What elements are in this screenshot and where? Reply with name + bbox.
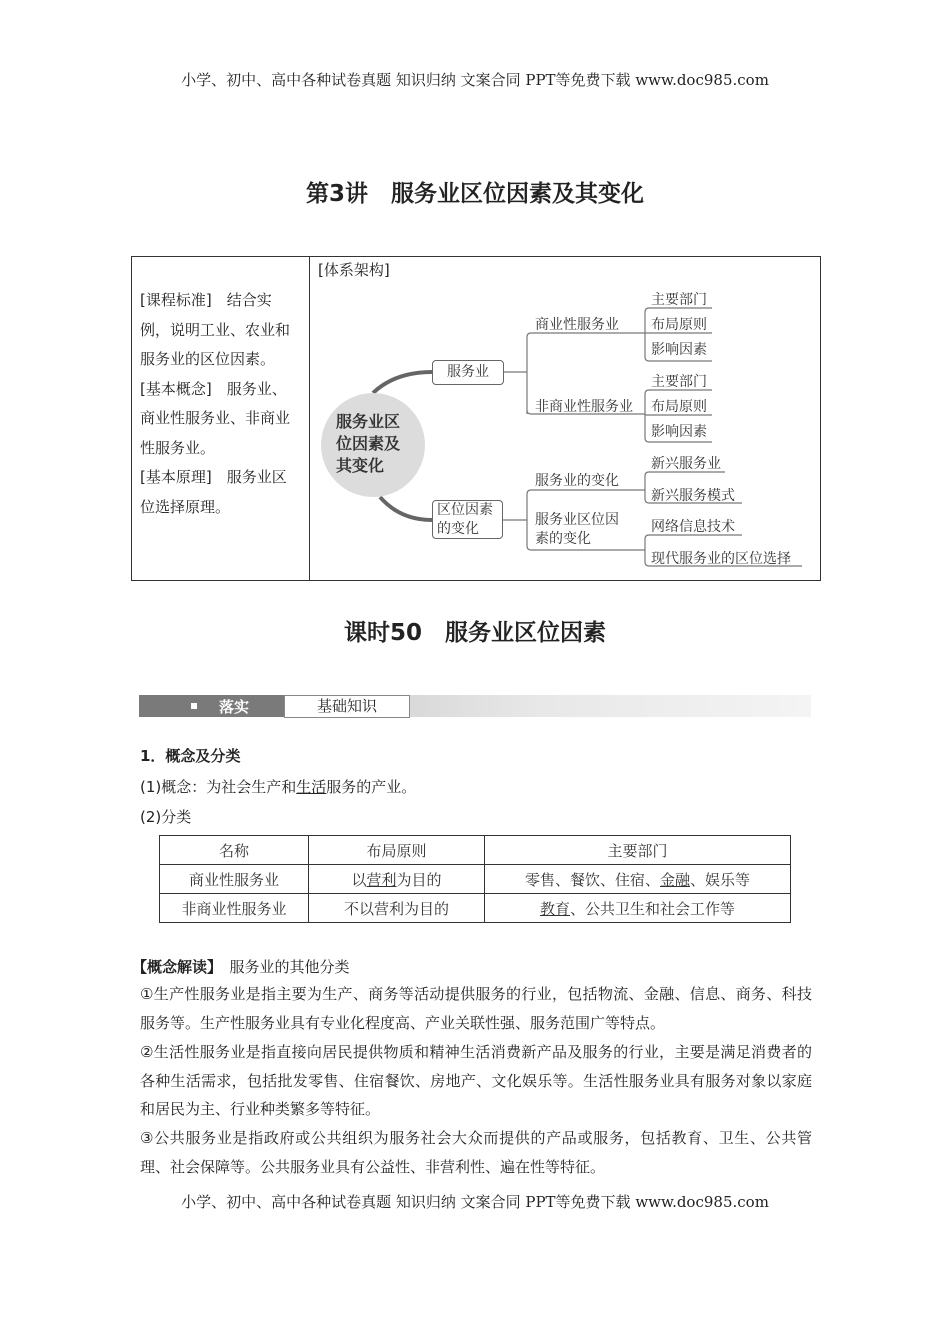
leaf: 影响因素 xyxy=(651,424,707,440)
cell: 非商业性服务业 xyxy=(160,894,309,923)
leaf: 主要部门 xyxy=(651,292,707,308)
branch-line: 素的变化 xyxy=(535,531,591,547)
section-heading: 1．概念及分类 xyxy=(140,747,241,765)
th: 主要部门 xyxy=(485,836,791,865)
center-line: 位因素及 xyxy=(336,434,401,453)
concept-definition xyxy=(140,776,416,797)
leaf: 现代服务业的区位选择 xyxy=(651,551,791,567)
th: 名称 xyxy=(160,836,309,865)
branch-service-change: 服务业的变化 xyxy=(535,473,619,489)
banner-dark-label: 落实 xyxy=(219,698,250,716)
lesson-title: 课时50 服务业区位因素 xyxy=(343,620,606,646)
leaf: 布局原则 xyxy=(651,317,707,333)
underlined-answer: 营利 xyxy=(366,870,397,889)
table-row xyxy=(160,865,791,894)
node-line: 区位因素 xyxy=(437,502,493,518)
principle-label: [基本原理] xyxy=(140,468,212,486)
concept-text: 服务业、商业性服务业、非商业性服务业。 xyxy=(140,379,291,457)
branch-noncommercial: 非商业性服务业 xyxy=(535,399,633,415)
table-row xyxy=(160,894,791,923)
center-line: 其变化 xyxy=(336,456,385,475)
cell xyxy=(309,865,485,894)
banner-light: 基础知识 xyxy=(284,695,410,718)
interpret-heading xyxy=(132,956,350,977)
interpret-label: 【概念解读】 xyxy=(132,958,215,976)
paragraph-3: ③公共服务业是指政府或公共组织为服务社会大众而提供的产品或服务，包括教育、卫生、公共管理、社会保障等。公共服务业具有公益性、非营利性、遍在性等特征。 xyxy=(140,1129,812,1176)
page-footer: 小学、初中、高中各种试卷真题 知识归纳 文案合同 PPT等免费下载 www.doc985.com xyxy=(181,1193,769,1211)
table-header-row xyxy=(160,836,791,865)
paragraph-1: ①生产性服务业是指主要为生产、商务等活动提供服务的行业，包括物流、金融、信息、商务、科技服务等。生产性服务业具有专业化程度高、产业关联性强、服务范围广等特点。 xyxy=(140,985,812,1032)
leaf: 网络信息技术 xyxy=(651,519,735,535)
cell xyxy=(485,865,791,894)
cell: 商业性服务业 xyxy=(160,865,309,894)
node-location-change xyxy=(432,500,503,539)
paragraph-2: ②生活性服务业是指直接向居民提供物质和精神生活消费新产品及服务的行业，主要是满足消费者的各种生活需求，包括批发零售、住宿餐饮、房地产、文化娱乐等。生活性服务业具有服务对象以家庭和居民为主、行业种类繁多等特征。 xyxy=(140,1043,812,1118)
principle-text: 服务业区位选择原理。 xyxy=(140,468,287,516)
classify-label: (2)分类 xyxy=(140,808,192,826)
classification-table xyxy=(159,835,791,923)
square-bullet-icon xyxy=(191,703,197,709)
concept-label: [基本概念] xyxy=(140,379,212,398)
t: 、公共卫生和社会工作等 xyxy=(570,899,736,918)
th: 布局原则 xyxy=(309,836,485,865)
page-header: 小学、初中、高中各种试卷真题 知识归纳 文案合同 PPT等免费下载 www.doc985.com xyxy=(181,71,769,89)
node-line: 的变化 xyxy=(437,521,479,537)
diagram-label: [体系架构] xyxy=(318,261,390,279)
leaf: 影响因素 xyxy=(651,342,707,358)
center-node-text xyxy=(336,411,400,477)
cell: 不以营利为目的 xyxy=(309,894,485,923)
t: 零售、餐饮、住宿、 xyxy=(524,870,660,889)
center-line: 服务业区 xyxy=(336,412,401,431)
standard-text: 结合实例，说明工业、农业和服务业的区位因素。 xyxy=(140,291,291,368)
banner-dark xyxy=(139,695,284,717)
t: 以 xyxy=(351,870,367,889)
interpret-title: 服务业的其他分类 xyxy=(214,958,350,976)
leaf: 布局原则 xyxy=(651,399,707,415)
underlined-answer: 生活 xyxy=(296,778,327,796)
leaf: 新兴服务业 xyxy=(651,456,721,472)
underlined-answer: 金融 xyxy=(659,870,690,889)
branch-location-factor-change xyxy=(535,511,619,549)
branch-line: 服务业区位因 xyxy=(535,512,619,528)
text: (1)概念：为社会生产和 xyxy=(140,778,297,796)
leaf: 新兴服务模式 xyxy=(651,488,735,504)
t: 、娱乐等 xyxy=(690,870,751,889)
standard-label: [课程标准] xyxy=(140,291,212,309)
t: 为目的 xyxy=(396,870,442,889)
cell xyxy=(485,894,791,923)
leaf: 主要部门 xyxy=(651,374,707,390)
node-service-industry: 服务业 xyxy=(432,360,504,385)
underlined-answer: 教育 xyxy=(539,899,570,918)
text: 服务的产业。 xyxy=(326,778,417,796)
branch-commercial: 商业性服务业 xyxy=(535,317,619,333)
chapter-title: 第3讲 服务业区位因素及其变化 xyxy=(305,181,644,207)
